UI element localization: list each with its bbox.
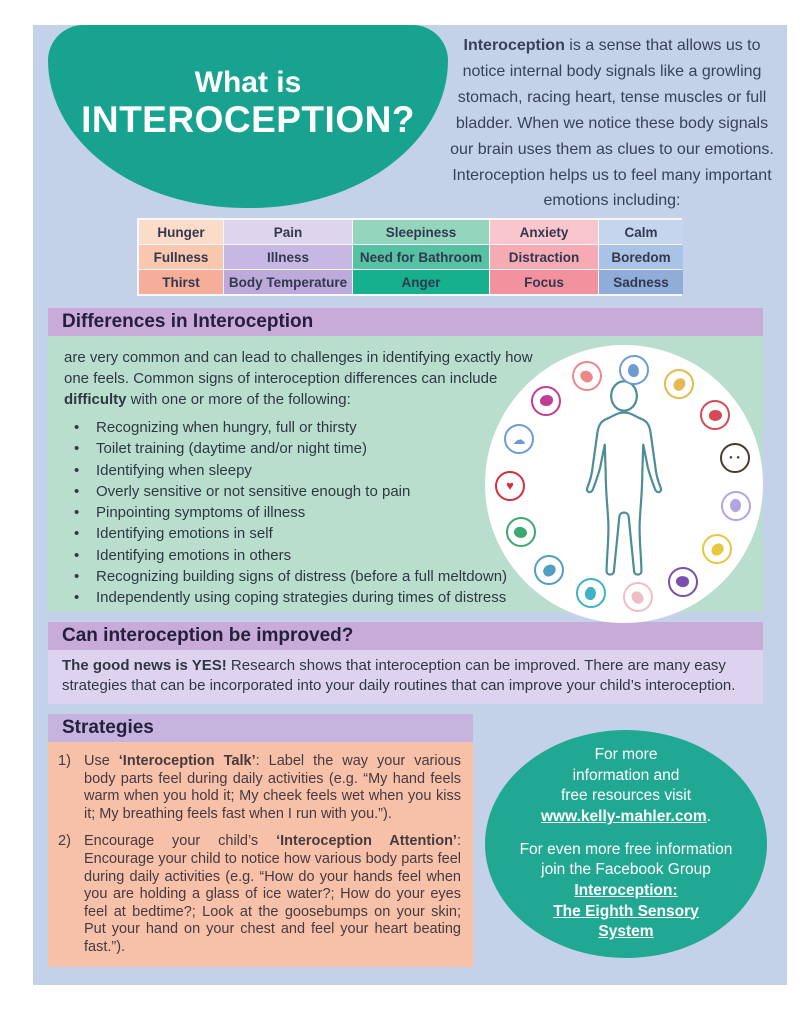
text-segment: : Encourage your child to notice how various body parts feel during daily activities (e.g. “How do your hands feel when you are holding a glass of ice water?; How do your eyes feel at bedtime?; Look at the goosebumps on your skin; Put your hand on your chest and feel your heart beating fast.”). <box>84 833 461 955</box>
tongue-icon <box>668 567 698 597</box>
strategies-heading: Strategies <box>48 714 473 742</box>
bladder-icon <box>576 578 606 608</box>
facebook-group-link[interactable]: System <box>598 923 654 941</box>
intro-paragraph <box>445 33 779 214</box>
difference-item: • Identifying when sleepy <box>64 460 569 481</box>
emotion-cell: Focus <box>490 270 598 294</box>
improved-heading: Can interoception be improved? <box>48 622 763 650</box>
text-segment: ‘Interoception Talk’ <box>118 753 256 769</box>
ears-icon <box>721 491 751 521</box>
bell-icon <box>702 534 732 564</box>
emotion-cell: Thirst <box>139 270 223 294</box>
info-line: join the Facebook Group <box>541 861 711 879</box>
emotion-cell: Distraction <box>490 245 598 269</box>
emotion-cell: Hunger <box>139 220 223 244</box>
improved-section <box>48 622 763 704</box>
difference-item: • Recognizing building signs of distress (before a full meltdown) <box>64 566 569 587</box>
info-line: information and <box>572 766 680 784</box>
info-line: For even more free information <box>519 840 733 858</box>
info-line: For more <box>594 746 658 764</box>
mouth-icon <box>623 582 653 612</box>
page-title-line1: What is <box>194 65 302 99</box>
muscle-icon <box>619 355 649 385</box>
differences-body <box>48 336 763 612</box>
difference-item: • Identifying emotions in others <box>64 545 569 566</box>
emotion-cell: Body Temperature <box>224 270 352 294</box>
liver-icon <box>572 361 602 391</box>
emotion-cell: Anxiety <box>490 220 598 244</box>
emotion-cell: Sleepiness <box>353 220 489 244</box>
hero-blob <box>48 25 448 208</box>
differences-section <box>48 308 763 612</box>
emotion-cell: Anger <box>353 270 489 294</box>
lungs-icon <box>506 517 536 547</box>
difference-item: • Toilet training (daytime and/or night time) <box>64 438 569 459</box>
brain-icon: ☁ <box>504 424 534 454</box>
hand-icon <box>664 369 694 399</box>
poster-content <box>33 25 787 985</box>
difference-item: • Independently using coping strategies during times of distress <box>64 587 569 608</box>
text-segment: Use <box>84 753 119 769</box>
difference-item: • Recognizing when hungry, full or thirsty <box>64 417 569 438</box>
facebook-group-link[interactable]: Interoception: <box>574 881 678 899</box>
text-segment: are very common and can lead to challenges in identifying exactly how one feels. Common signs of interoception differences can include <box>64 349 533 387</box>
emotion-grid <box>137 218 682 296</box>
differences-heading: Differences in Interoception <box>48 308 763 336</box>
improved-body <box>48 650 763 704</box>
bone-icon <box>534 555 564 585</box>
strategy-number: 1) <box>58 753 71 769</box>
emotion-cell: Sadness <box>599 270 683 294</box>
page-title-line2: INTEROCEPTION? <box>81 98 415 140</box>
text-segment: with one or more of the following: <box>126 391 351 408</box>
emotion-cell: Pain <box>224 220 352 244</box>
difference-item: • Identifying emotions in self <box>64 523 569 544</box>
text-segment: Interoception <box>463 37 565 54</box>
eyes-icon: ● ● <box>720 443 750 473</box>
text-segment: ‘Interoception Attention’ <box>276 833 457 850</box>
emotion-cell: Illness <box>224 245 352 269</box>
emotion-cell: Calm <box>599 220 683 244</box>
strategies-section <box>48 714 473 967</box>
text-segment: The good news is YES! <box>62 657 227 674</box>
text-segment: is a sense that allows us to notice internal body signals like a growling stomach, racing heart, tense muscles or full bladder. When we notice these body signals our brain uses them as clues to our emotions. Interoception helps us to feel many important emotions including: <box>450 37 774 210</box>
strategy-text <box>84 833 461 956</box>
difference-item: • Pinpointing symptoms of illness <box>64 502 569 523</box>
body-map-ring <box>485 345 763 623</box>
body-map <box>485 345 763 623</box>
info-line: free resources visit <box>560 787 692 805</box>
text-segment: Encourage your child’s <box>84 833 277 850</box>
strategy-text <box>84 753 461 823</box>
info-bubble <box>485 730 767 958</box>
strategy-number: 2) <box>58 833 71 850</box>
emotion-cell: Boredom <box>599 245 683 269</box>
difference-item: • Overly sensitive or not sensitive enough to pain <box>64 481 569 502</box>
strategy-item-2 <box>58 833 461 956</box>
strategies-body <box>48 742 473 967</box>
kelly-mahler-link[interactable]: www.kelly-mahler.com <box>541 808 707 826</box>
emotion-cell: Fullness <box>139 245 223 269</box>
spacer <box>509 828 743 840</box>
heart-icon: ♥ <box>495 471 525 501</box>
text-segment: : Label the way your various body parts feel during daily activities (e.g. “My hand feels warm when you hold it; My cheek feels wet when you kiss it; My breathing feels fast when I run with you.”). <box>84 753 461 822</box>
stomach-icon <box>531 386 561 416</box>
text-segment: difficulty <box>64 391 127 408</box>
emotion-cell: Need for Bathroom <box>353 245 489 269</box>
differences-intro <box>64 347 536 410</box>
lips-icon <box>700 400 730 430</box>
strategy-item-1 <box>58 753 461 823</box>
link-period: . <box>706 808 711 826</box>
text-segment: Research shows that interoception can be improved. There are many easy strategies that can be incorporated into your daily routines that can improve your child’s interoception. <box>62 657 736 694</box>
facebook-group-link[interactable]: The Eighth Sensory <box>553 902 699 920</box>
